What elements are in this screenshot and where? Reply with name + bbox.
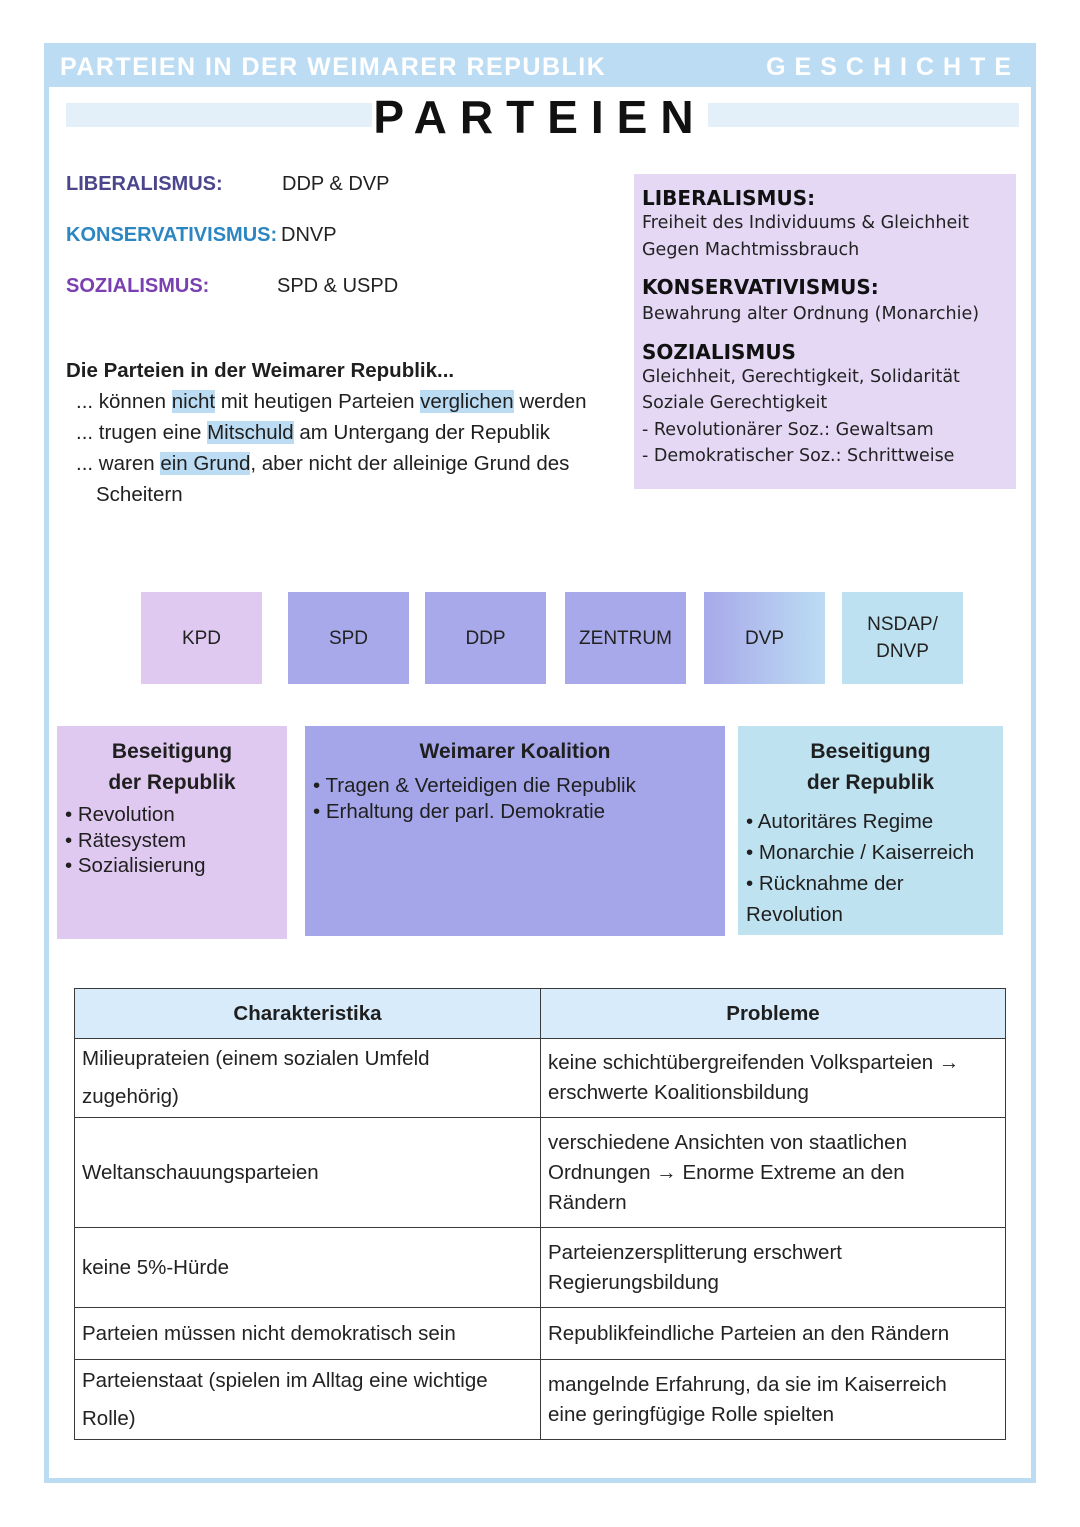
ideology-parties: DDP & DVP [282,173,390,195]
panel-heading: Weimarer Koalition [419,740,611,763]
def-text: Freiheit des Individuums & Gleichheit [642,213,969,233]
def-text: Gegen Machtmissbrauch [642,239,860,260]
intro-heading: Die Parteien in der Weimarer Republik... [66,359,455,382]
ideology-conservative [66,224,337,247]
table-header-row [75,989,1006,1039]
table-row [75,1360,1006,1440]
table-cell: verschiedene Ansichten von staatlichen Ordnungen → Enorme Extreme an den Rändern [541,1118,1006,1228]
header-bar [44,43,1036,87]
panel-heading: der Republik [806,771,935,794]
page-title: PARTEIEN [373,91,707,143]
table-cell: keine 5%-Hürde [75,1228,541,1308]
panel-item: • Rücknahme der [746,872,904,895]
def-text: - Revolutionärer Soz.: Gewaltsam [642,419,934,440]
table-cell: Milieuprateien (einem sozialen Umfeld zugehörig) [75,1039,541,1118]
intro-line: ... können nicht mit heutigen Parteien verglichen werden [76,390,587,413]
panel-right [738,726,1003,935]
table-cell: mangelnde Erfahrung, da sie im Kaiserreich eine geringfügige Rolle spielten [541,1360,1006,1440]
def-text: - Demokratischer Soz.: Schrittweise [642,446,955,466]
characteristics-table [74,988,1006,1440]
panel-item: • Revolution [65,803,175,826]
ideology-label: KONSERVATIVISMUS: [66,224,278,246]
table-cell: Parteien müssen nicht demokratisch sein [75,1308,541,1360]
def-heading: LIBERALISMUS: [642,186,816,210]
table-row [75,1039,1006,1118]
column-header: Charakteristika [75,989,541,1039]
party-label: DNVP [876,641,929,662]
panel-item: • Erhaltung der parl. Demokratie [313,799,606,823]
ideology-parties: DNVP [281,224,337,246]
panel-item: • Monarchie / Kaiserreich [746,841,975,864]
panel-item: • Rätesystem [65,828,187,852]
table-cell: Republikfeindliche Parteien an den Rändern [541,1308,1006,1360]
ideology-label: LIBERALISMUS: [66,173,223,195]
table-cell: Weltanschauungsparteien [75,1118,541,1228]
table-row [75,1228,1006,1308]
panel-center [305,726,725,936]
party-kpd: KPD [141,592,262,684]
def-text: Soziale Gerechtigkeit [642,393,828,413]
ideology-parties: SPD & USPD [277,275,399,297]
panel-heading: Beseitigung [810,740,931,763]
party-dvp: DVP [704,592,825,684]
intro-text [66,355,626,510]
table-cell: Parteienzersplitterung erschwert Regierungsbildung [541,1228,1006,1308]
ideology-socialist [66,275,399,298]
party-nsdap-dnvp [842,592,963,684]
table-row [75,1118,1006,1228]
panel-heading: Beseitigung [111,740,233,763]
party-zentrum: ZENTRUM [565,592,686,684]
title-line-left [66,103,372,127]
def-text: Gleichheit, Gerechtigkeit, Solidarität [642,366,960,387]
table-cell: keine schichtübergreifenden Volksparteien → erschwerte Koalitionsbildung [541,1039,1006,1118]
header-subject: GESCHICHTE [766,53,1020,81]
panel-item: • Tragen & Verteidigen die Republik [313,774,636,797]
table-cell: Parteienstaat (spielen im Alltag eine wichtige Rolle) [75,1360,541,1440]
party-spd: SPD [288,592,409,684]
intro-line-continued: Scheitern [96,483,183,506]
title-line-right [708,103,1019,127]
intro-line: ... trugen eine Mitschuld am Untergang der Republik [76,421,551,444]
def-heading: KONSERVATIVISMUS: [642,275,879,299]
panel-left [57,726,287,939]
ideology-liberal [66,173,390,196]
party-label: NSDAP/ [867,614,938,635]
column-header: Probleme [541,989,1006,1039]
definitions-box [634,174,1016,489]
header-topic: PARTEIEN IN DER WEIMARER REPUBLIK [60,53,607,81]
def-text: Bewahrung alter Ordnung (Monarchie) [642,304,980,324]
def-heading: SOZIALISMUS [642,339,796,364]
intro-line: ... waren ein Grund, aber nicht der alleinige Grund des [76,452,570,475]
panel-item: • Sozialisierung [65,854,206,877]
ideology-label: SOZIALISMUS: [66,275,210,297]
party-ddp: DDP [425,592,546,684]
table-row [75,1308,1006,1360]
panel-heading: der Republik [108,771,236,794]
panel-item: Revolution [746,903,843,926]
panel-item: • Autoritäres Regime [746,810,934,833]
